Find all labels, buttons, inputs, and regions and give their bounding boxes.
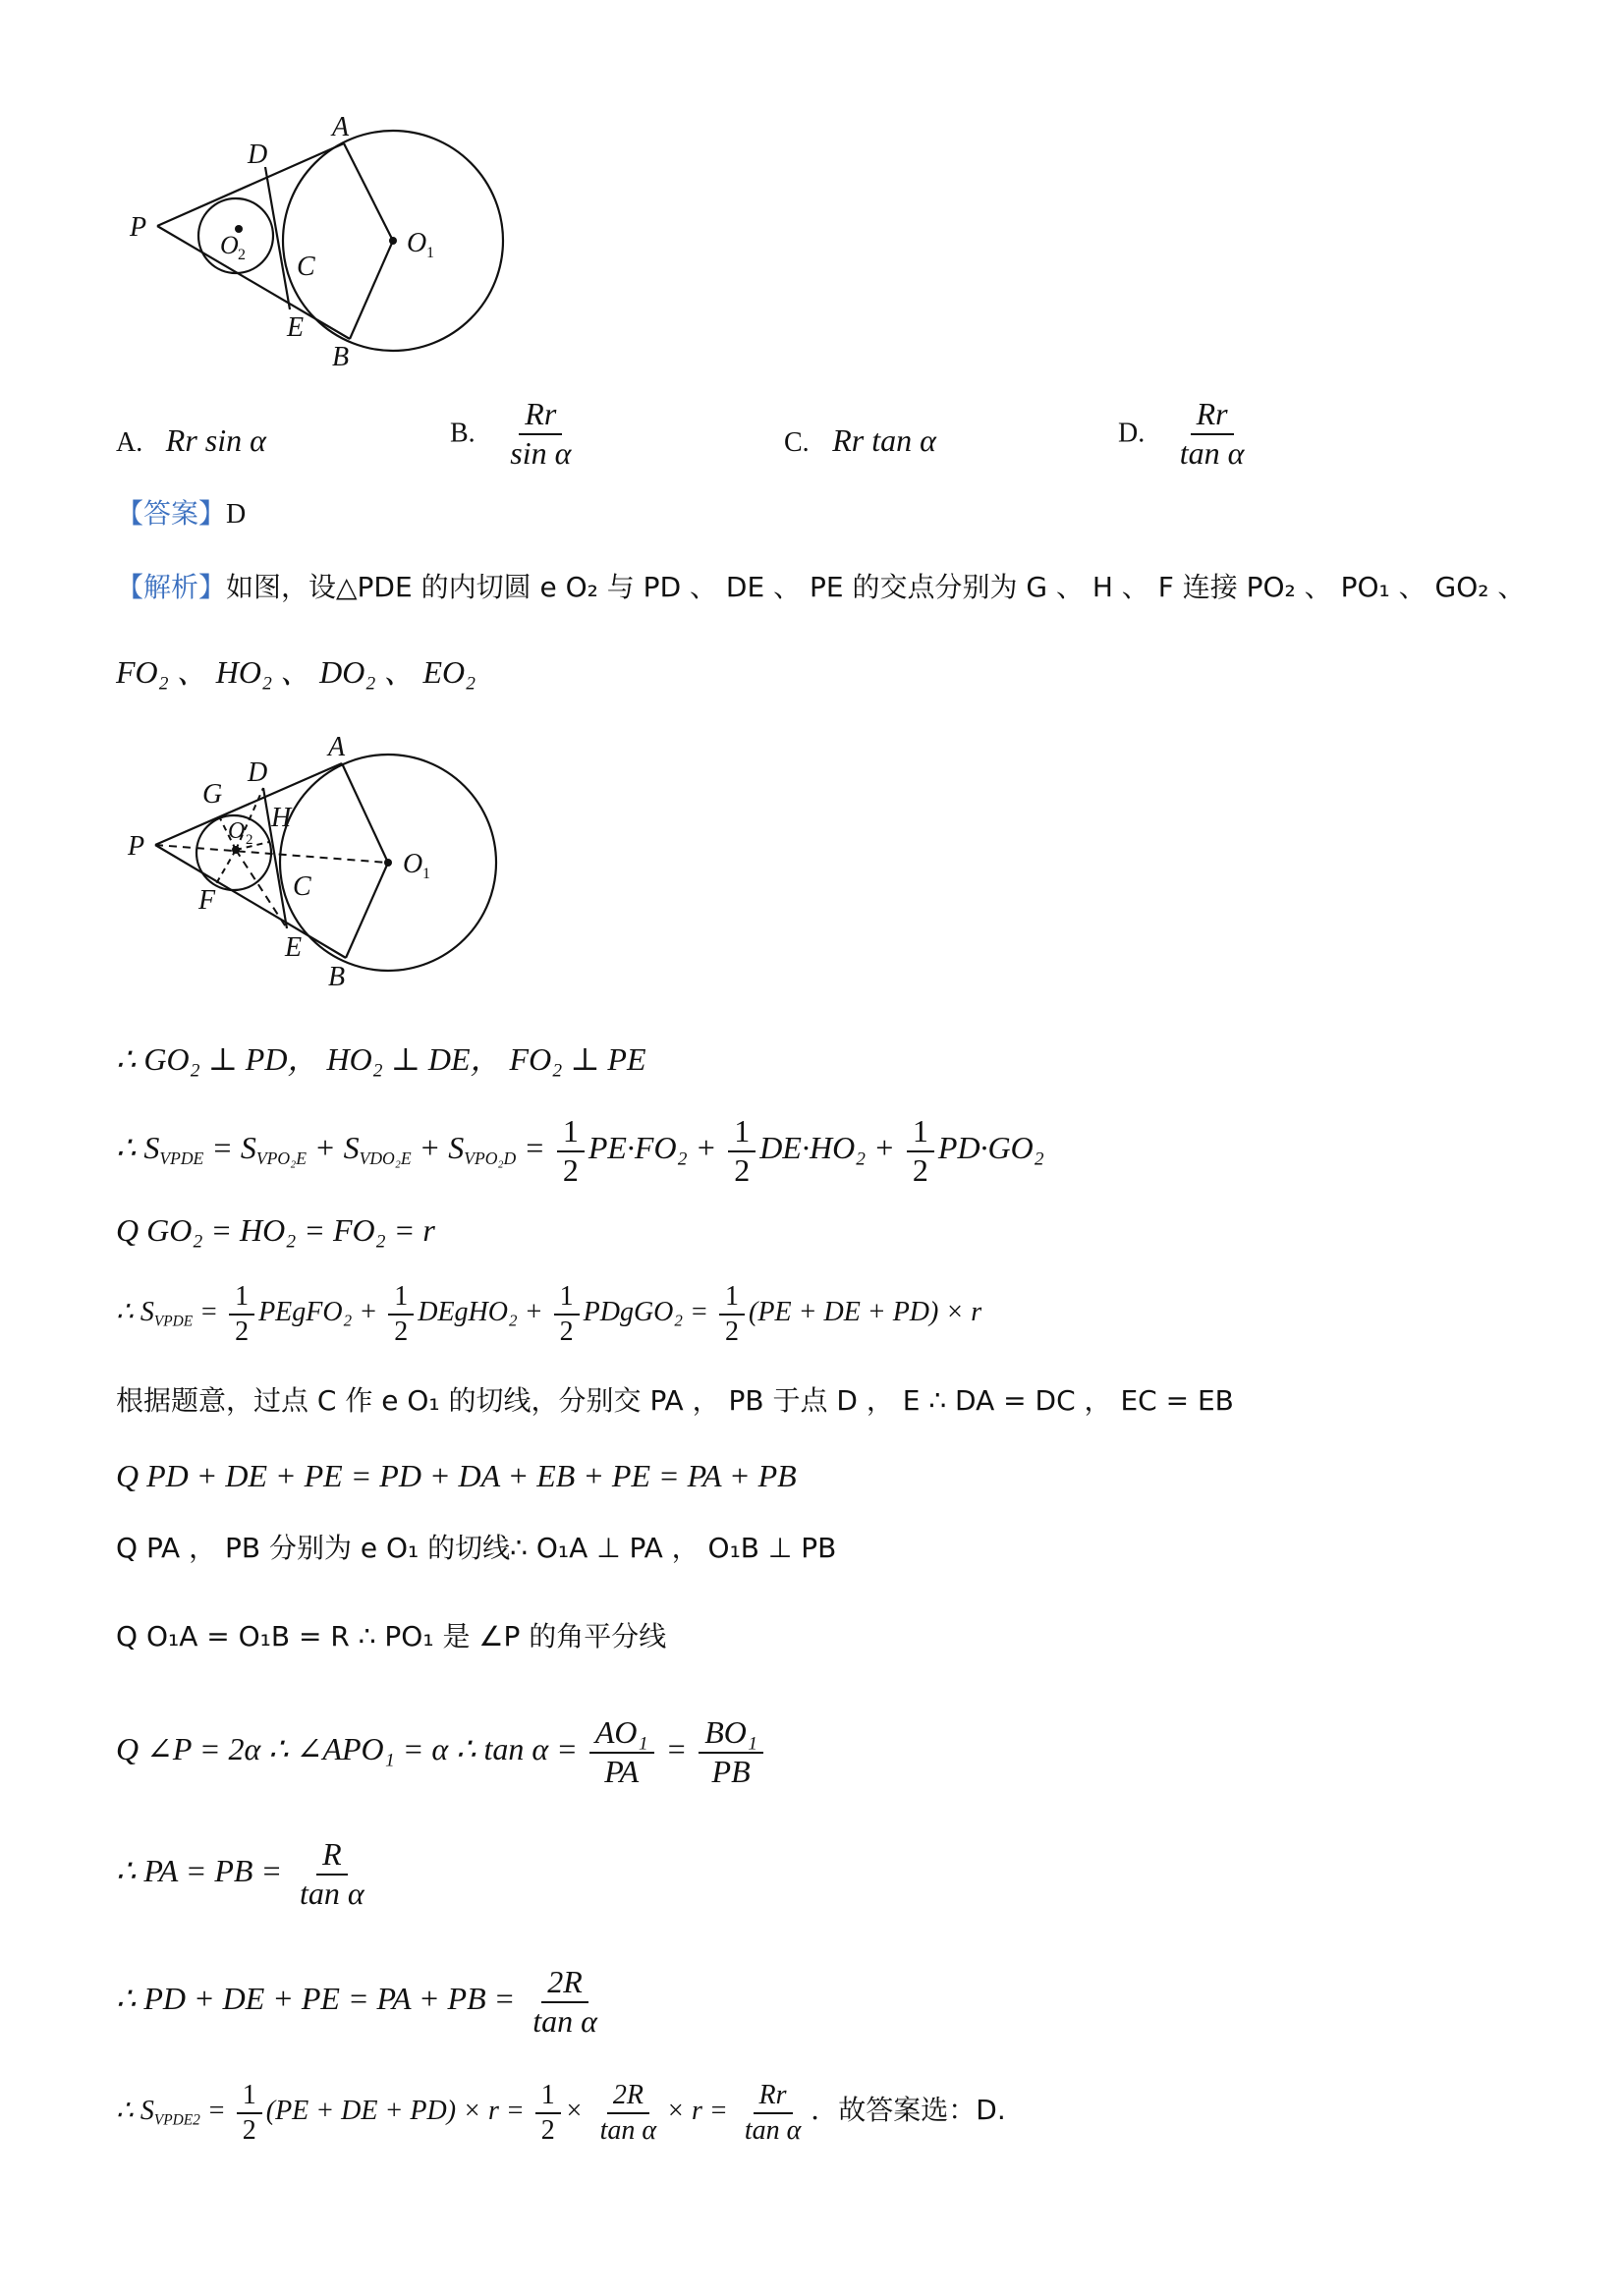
s12-f2-num: 2R: [607, 2081, 649, 2113]
option-b-label: B.: [450, 418, 476, 449]
half-num: 1: [237, 2081, 262, 2113]
label-o1: O: [407, 228, 427, 258]
s12-f3-den: tan α: [744, 2114, 802, 2146]
half-num: 1: [554, 1282, 580, 1315]
s12-d: (PE + DE + PD) × r =: [265, 2096, 525, 2126]
option-a-text: Rr sin α: [165, 422, 266, 458]
s12-c: =: [199, 2096, 226, 2126]
ratio-bo1-pb: [699, 1716, 763, 1788]
s4-f: PDgGO₂ =: [583, 1297, 709, 1327]
answer-line: [116, 494, 246, 534]
s2-h: VPO₂D: [464, 1148, 517, 1169]
option-d-fraction: [1174, 398, 1251, 470]
step-1-text: ∴ GO₂ ⊥ PD， HO₂ ⊥ DE， FO₂ ⊥ PE: [116, 1041, 646, 1077]
half-den: 2: [235, 1316, 250, 1347]
step-3-text: Q GO₂ = HO₂ = FO₂ = r: [116, 1212, 435, 1248]
half-fraction: [237, 2081, 262, 2145]
fraction-2r-tan: [594, 2081, 662, 2145]
option-d-label: D.: [1118, 418, 1146, 449]
s4-g: (PE + DE + PD) × r: [749, 1297, 982, 1327]
step-area-formula: [116, 1277, 981, 1357]
analysis-line-1: [116, 568, 1525, 607]
fraction-2r-tan: [527, 1966, 603, 2038]
half-num: 1: [728, 1115, 756, 1152]
figure-2-diagram: [118, 732, 531, 997]
s4-a: ∴ S: [116, 1297, 154, 1327]
s2-e: + S: [306, 1130, 360, 1165]
s11-den: tan α: [532, 2002, 597, 2039]
option-d-num: Rr: [1191, 398, 1234, 435]
option-b: [450, 398, 581, 470]
s9-eq: =: [665, 1731, 688, 1766]
label-o1-sub: 1: [422, 866, 430, 882]
half-den: 2: [559, 1316, 574, 1347]
half-fraction: [388, 1282, 414, 1346]
half-den: 2: [725, 1316, 740, 1347]
label-a: A: [332, 112, 350, 142]
s2-l: PD·GO₂: [937, 1130, 1044, 1165]
s9-f1-num: AO₁: [589, 1716, 654, 1754]
s9-a: Q ∠P = 2α ∴ ∠APO₁ = α ∴ tan α =: [116, 1731, 578, 1766]
center-o1: [389, 237, 397, 245]
label-b: B: [328, 962, 346, 992]
s2-k: DE·HO₂ +: [759, 1130, 895, 1165]
s11-num: 2R: [541, 1966, 588, 2003]
s12-b: VPDE2: [153, 2111, 200, 2129]
label-h: H: [271, 803, 292, 833]
center-o1: [384, 859, 392, 867]
label-e: E: [287, 312, 305, 343]
s11-a: ∴ PD + DE + PE = PA + PB =: [116, 1981, 516, 2016]
s4-d: PEgFO₂ +: [258, 1297, 378, 1327]
label-p: P: [130, 212, 147, 243]
half-fraction: [535, 2081, 561, 2145]
option-b-den: sin α: [510, 434, 572, 471]
radius-o1b: [346, 863, 388, 958]
radius-o1a: [344, 143, 393, 241]
s12-f2-den: tan α: [599, 2114, 657, 2146]
analysis-line-2: [116, 652, 476, 692]
figure-1-diagram: [118, 108, 531, 383]
label-o1-sub: 1: [426, 245, 434, 261]
option-d: [1118, 398, 1254, 470]
step-tangent-perpendicular: [116, 1529, 836, 1568]
tangent-pb: [155, 845, 346, 958]
half-den: 2: [540, 2114, 555, 2146]
s4-b: VPDE: [153, 1313, 194, 1330]
label-b: B: [332, 342, 350, 372]
label-o2: O: [228, 818, 246, 844]
s4-c: =: [193, 1297, 219, 1327]
half-fraction: [719, 1282, 745, 1346]
label-a: A: [328, 732, 346, 762]
half-num: 1: [907, 1115, 934, 1152]
label-p: P: [128, 831, 145, 862]
label-o2: O: [220, 231, 239, 259]
label-c: C: [293, 871, 311, 902]
s2-g: + S: [411, 1130, 465, 1165]
step-angle-bisector: [116, 1617, 666, 1656]
answer-tag: 【答案】: [116, 497, 227, 530]
label-f: F: [198, 885, 216, 916]
option-c-label: C.: [784, 427, 810, 458]
option-b-fraction: [504, 398, 577, 470]
step-pa-pb: [116, 1829, 374, 1912]
analysis-tag: 【解析】: [116, 571, 227, 603]
label-g: G: [202, 779, 223, 810]
s2-j: PE·FO₂ +: [588, 1130, 717, 1165]
half-den: 2: [912, 1151, 928, 1188]
s9-f2-den: PB: [711, 1753, 751, 1789]
s12-e: ×: [564, 2096, 584, 2126]
half-num: 1: [719, 1282, 745, 1315]
half-num: 1: [388, 1282, 414, 1315]
option-a: [116, 422, 266, 459]
ratio-ao1-pa: [589, 1716, 654, 1788]
label-e: E: [285, 932, 303, 963]
half-fraction: [554, 1282, 580, 1346]
option-a-label: A.: [116, 427, 143, 458]
option-d-den: tan α: [1179, 434, 1245, 471]
s9-f2-num: BO₁: [699, 1716, 763, 1754]
step-8-text: Q O₁A = O₁B = R ∴ PO₁ 是 ∠P 的角平分线: [116, 1620, 667, 1652]
label-o2-sub: 2: [238, 247, 246, 263]
s2-i: =: [516, 1130, 545, 1165]
option-c-text: Rr tan α: [832, 422, 936, 458]
s12-g: ．故答案选：D.: [811, 2094, 1006, 2126]
s10-num: R: [316, 1838, 348, 1876]
label-c: C: [297, 252, 315, 282]
step-5-text: 根据题意，过点 C 作 e O₁ 的切线，分别交 PA ， PB 于点 D ， E ∴ DA = DC ， EC = EB: [116, 1384, 1234, 1417]
half-den: 2: [734, 1151, 751, 1188]
half-den: 2: [394, 1316, 409, 1347]
s12-f: × r =: [666, 2096, 728, 2126]
half-num: 1: [535, 2081, 561, 2113]
step-perpendiculars: [116, 1039, 646, 1079]
s12-f3-num: Rr: [754, 2081, 793, 2113]
step-tangent-construction: [116, 1381, 1234, 1421]
half-num: 1: [229, 1282, 254, 1315]
label-o1: O: [403, 849, 423, 879]
s9-f1-den: PA: [604, 1753, 640, 1789]
s4-e: DEgHO₂ +: [418, 1297, 543, 1327]
step-area-sum: [116, 1112, 1044, 1194]
half-fraction: [557, 1115, 585, 1187]
center-o2: [232, 846, 240, 854]
radius-o1a: [342, 763, 388, 863]
fraction-rr-tan: [739, 2081, 807, 2145]
s2-b: VPDE: [159, 1148, 204, 1169]
s10-a: ∴ PA = PB =: [116, 1853, 283, 1888]
step-perimeter-value: [116, 1957, 607, 2040]
fraction-r-tan: [294, 1838, 370, 1910]
s2-c: = S: [203, 1130, 256, 1165]
s12-a: ∴ S: [116, 2096, 154, 2126]
s2-d: VPO₂E: [255, 1148, 307, 1169]
step-tangent-ratio: [116, 1708, 767, 1790]
analysis-text-1: 如图，设△PDE 的内切圆 e O₂ 与 PD 、 DE 、 PE 的交点分别为 G 、 H 、 F 连接 PO₂ 、 PO₁ 、 GO₂ 、: [226, 571, 1526, 603]
option-b-num: Rr: [519, 398, 562, 435]
s2-f: VDO₂E: [359, 1148, 412, 1169]
half-fraction: [229, 1282, 254, 1346]
half-num: 1: [557, 1115, 585, 1152]
radius-o1b: [350, 241, 393, 339]
label-d: D: [248, 757, 268, 788]
step-7-text: Q PA ， PB 分别为 e O₁ 的切线∴ O₁A ⊥ PA ， O₁B ⊥ PB: [116, 1532, 837, 1564]
half-fraction: [907, 1115, 934, 1187]
label-d: D: [248, 140, 268, 170]
step-perimeter: [116, 1456, 797, 1495]
half-den: 2: [242, 2114, 256, 2146]
analysis-text-2: FO₂ 、 HO₂ 、 DO₂ 、 EO₂: [116, 654, 476, 690]
step-equal-radii: [116, 1210, 435, 1250]
s10-den: tan α: [300, 1875, 364, 1911]
tangent-de: [265, 167, 290, 309]
option-c: [784, 422, 936, 459]
s2-a: ∴ S: [116, 1130, 160, 1165]
step-final-area: [116, 2073, 1006, 2157]
step-6-text: Q PD + DE + PE = PD + DA + EB + PE = PA + PB: [116, 1458, 797, 1493]
dashed-o2f: [214, 850, 236, 887]
half-den: 2: [562, 1151, 579, 1188]
label-o2-sub: 2: [246, 832, 253, 848]
tangent-pb: [157, 226, 350, 339]
answer-value: D: [226, 499, 247, 530]
half-fraction: [728, 1115, 756, 1187]
